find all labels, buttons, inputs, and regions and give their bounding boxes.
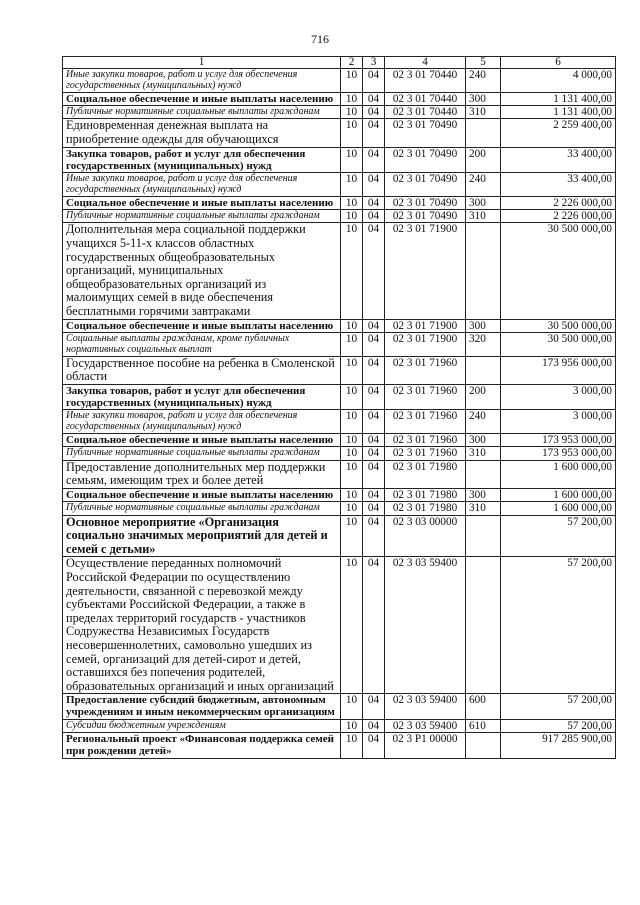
row-name-cell: Социальное обеспечение и иные выплаты населению (63, 433, 341, 446)
row-name-cell: Иные закупки товаров, работ и услуг для обеспечения государственных (муниципальных) нужд (63, 173, 341, 197)
amount-cell: 30 500 000,00 (501, 319, 616, 332)
section-cell: 10 (341, 319, 363, 332)
section-cell: 10 (341, 332, 363, 356)
row-name-cell: Предоставление субсидий бюджетным, автономным учреждениям и иным некоммерческим организациям (63, 694, 341, 719)
subsection-cell: 04 (363, 210, 385, 223)
amount-cell: 1 600 000,00 (501, 460, 616, 488)
section-cell: 10 (341, 694, 363, 719)
amount-cell: 2 259 400,00 (501, 119, 616, 147)
expense-type-cell: 200 (466, 147, 501, 172)
amount-cell: 4 000,00 (501, 69, 616, 93)
amount-cell: 3 000,00 (501, 384, 616, 409)
target-article-cell: 02 3 01 71960 (385, 410, 466, 434)
section-cell: 10 (341, 557, 363, 694)
section-cell: 10 (341, 69, 363, 93)
row-name-cell: Закупка товаров, работ и услуг для обеспечения государственных (муниципальных) нужд (63, 384, 341, 409)
row-name-cell: Закупка товаров, работ и услуг для обеспечения государственных (муниципальных) нужд (63, 147, 341, 172)
expense-type-cell (466, 557, 501, 694)
section-cell: 10 (341, 119, 363, 147)
section-cell: 10 (341, 196, 363, 209)
section-cell: 10 (341, 488, 363, 501)
amount-cell: 1 131 400,00 (501, 106, 616, 119)
table-row (63, 515, 616, 557)
target-article-cell: 02 3 01 71900 (385, 332, 466, 356)
amount-cell: 917 285 900,00 (501, 733, 616, 758)
amount-cell: 173 953 000,00 (501, 433, 616, 446)
section-cell: 10 (341, 92, 363, 105)
subsection-cell: 04 (363, 694, 385, 719)
subsection-cell: 04 (363, 447, 385, 460)
table-row (63, 210, 616, 223)
table-row (63, 196, 616, 209)
section-cell: 10 (341, 447, 363, 460)
row-name-cell: Социальные выплаты гражданам, кроме публичных нормативных социальных выплат (63, 332, 341, 356)
subsection-cell: 04 (363, 410, 385, 434)
target-article-cell: 02 3 01 70440 (385, 106, 466, 119)
target-article-cell: 02 3 01 71960 (385, 433, 466, 446)
amount-cell: 57 200,00 (501, 694, 616, 719)
expense-type-cell (466, 223, 501, 319)
subsection-cell: 04 (363, 69, 385, 93)
section-cell: 10 (341, 460, 363, 488)
expense-type-cell: 320 (466, 332, 501, 356)
table-row (63, 557, 616, 694)
row-name-cell: Публичные нормативные социальные выплаты гражданам (63, 210, 341, 223)
section-cell: 10 (341, 384, 363, 409)
subsection-cell: 04 (363, 223, 385, 319)
row-name-cell: Социальное обеспечение и иные выплаты населению (63, 196, 341, 209)
table-row (63, 356, 616, 384)
row-name-cell: Государственное пособие на ребенка в Смоленской области (63, 356, 341, 384)
table-row (63, 173, 616, 197)
row-name-cell: Социальное обеспечение и иные выплаты населению (63, 92, 341, 105)
expense-type-cell: 240 (466, 410, 501, 434)
table-row (63, 460, 616, 488)
target-article-cell: 02 3 01 71960 (385, 447, 466, 460)
table-row (63, 319, 616, 332)
amount-cell: 1 131 400,00 (501, 92, 616, 105)
table-row (63, 488, 616, 501)
header-col-3: 3 (363, 57, 385, 69)
row-name-cell: Иные закупки товаров, работ и услуг для обеспечения государственных (муниципальных) нужд (63, 69, 341, 93)
target-article-cell: 02 3 01 71980 (385, 502, 466, 515)
table-row (63, 106, 616, 119)
section-cell: 10 (341, 210, 363, 223)
section-cell: 10 (341, 173, 363, 197)
target-article-cell: 02 3 03 59400 (385, 694, 466, 719)
table-row (63, 719, 616, 732)
expense-type-cell: 300 (466, 196, 501, 209)
expense-type-cell (466, 119, 501, 147)
subsection-cell: 04 (363, 460, 385, 488)
expense-type-cell: 610 (466, 719, 501, 732)
expense-type-cell: 300 (466, 92, 501, 105)
section-cell: 10 (341, 356, 363, 384)
expense-type-cell (466, 460, 501, 488)
table-row (63, 447, 616, 460)
amount-cell: 57 200,00 (501, 557, 616, 694)
section-cell: 10 (341, 223, 363, 319)
subsection-cell: 04 (363, 502, 385, 515)
table-row (63, 147, 616, 172)
amount-cell: 2 226 000,00 (501, 196, 616, 209)
table-row (63, 733, 616, 758)
subsection-cell: 04 (363, 733, 385, 758)
table-row (63, 332, 616, 356)
amount-cell: 30 500 000,00 (501, 332, 616, 356)
table-row (63, 433, 616, 446)
expense-type-cell: 310 (466, 210, 501, 223)
amount-cell: 57 200,00 (501, 719, 616, 732)
target-article-cell: 02 3 01 70440 (385, 69, 466, 93)
target-article-cell: 02 3 03 59400 (385, 557, 466, 694)
table-row (63, 502, 616, 515)
expense-type-cell: 240 (466, 69, 501, 93)
header-col-2: 2 (341, 57, 363, 69)
subsection-cell: 04 (363, 332, 385, 356)
target-article-cell: 02 3 01 70440 (385, 92, 466, 105)
subsection-cell: 04 (363, 92, 385, 105)
target-article-cell: 02 3 01 70490 (385, 119, 466, 147)
subsection-cell: 04 (363, 719, 385, 732)
header-col-4: 4 (385, 57, 466, 69)
row-name-cell: Социальное обеспечение и иные выплаты населению (63, 319, 341, 332)
target-article-cell: 02 3 03 00000 (385, 515, 466, 557)
section-cell: 10 (341, 433, 363, 446)
expense-type-cell: 300 (466, 319, 501, 332)
target-article-cell: 02 3 01 71900 (385, 319, 466, 332)
subsection-cell: 04 (363, 106, 385, 119)
row-name-cell: Субсидии бюджетным учреждениям (63, 719, 341, 732)
target-article-cell: 02 3 01 71980 (385, 460, 466, 488)
section-cell: 10 (341, 106, 363, 119)
section-cell: 10 (341, 410, 363, 434)
amount-cell: 33 400,00 (501, 147, 616, 172)
table-header-row (63, 57, 616, 69)
amount-cell: 57 200,00 (501, 515, 616, 557)
table-row (63, 119, 616, 147)
expense-type-cell (466, 515, 501, 557)
table-row (63, 92, 616, 105)
table-row (63, 69, 616, 93)
amount-cell: 173 953 000,00 (501, 447, 616, 460)
table-body (63, 69, 616, 759)
amount-cell: 33 400,00 (501, 173, 616, 197)
expense-type-cell: 310 (466, 447, 501, 460)
target-article-cell: 02 3 01 71900 (385, 223, 466, 319)
row-name-cell: Публичные нормативные социальные выплаты гражданам (63, 447, 341, 460)
row-name-cell: Региональный проект «Финансовая поддержка семей при рождении детей» (63, 733, 341, 758)
amount-cell: 2 226 000,00 (501, 210, 616, 223)
expense-type-cell: 600 (466, 694, 501, 719)
table-row (63, 223, 616, 319)
subsection-cell: 04 (363, 557, 385, 694)
target-article-cell: 02 3 01 71960 (385, 356, 466, 384)
subsection-cell: 04 (363, 356, 385, 384)
target-article-cell: 02 3 03 59400 (385, 719, 466, 732)
target-article-cell: 02 3 01 70490 (385, 210, 466, 223)
table-row (63, 694, 616, 719)
subsection-cell: 04 (363, 384, 385, 409)
amount-cell: 3 000,00 (501, 410, 616, 434)
target-article-cell: 02 3 01 71980 (385, 488, 466, 501)
row-name-cell: Осуществление переданных полномочий Российской Федерации по осуществлению деятельности, связанной с перевозкой между субъектами Российской Федерации, а также в пределах территорий государств - участников Содружества Независимых Государств несовершеннолетних, самовольно ушедших из семей, организаций для детей-сирот и детей, оставшихся без попечения родителей, образовательных организаций и иных организаций (63, 557, 341, 694)
section-cell: 10 (341, 502, 363, 515)
subsection-cell: 04 (363, 196, 385, 209)
section-cell: 10 (341, 147, 363, 172)
target-article-cell: 02 3 01 70490 (385, 196, 466, 209)
section-cell: 10 (341, 515, 363, 557)
row-name-cell: Публичные нормативные социальные выплаты гражданам (63, 106, 341, 119)
row-name-cell: Публичные нормативные социальные выплаты гражданам (63, 502, 341, 515)
section-cell: 10 (341, 733, 363, 758)
expense-type-cell: 300 (466, 488, 501, 501)
header-col-5: 5 (466, 57, 501, 69)
subsection-cell: 04 (363, 319, 385, 332)
table-row (63, 384, 616, 409)
expense-type-cell: 310 (466, 106, 501, 119)
header-col-6: 6 (501, 57, 616, 69)
row-name-cell: Дополнительная мера социальной поддержки учащихся 5-11-х классов областных государственных общеобразовательных организаций, муниципальных общеобразовательных организаций из малоимущих семей в виде обеспечения бесплатными горячими завтраками (63, 223, 341, 319)
row-name-cell: Основное мероприятие «Организация социально значимых мероприятий для детей и семей с детьми» (63, 515, 341, 557)
expense-type-cell (466, 733, 501, 758)
header-col-1: 1 (63, 57, 341, 69)
budget-table (62, 56, 616, 759)
expense-type-cell: 310 (466, 502, 501, 515)
target-article-cell: 02 3 01 70490 (385, 173, 466, 197)
target-article-cell: 02 3 01 71960 (385, 384, 466, 409)
page-number: 716 (311, 32, 329, 46)
amount-cell: 1 600 000,00 (501, 502, 616, 515)
subsection-cell: 04 (363, 488, 385, 501)
target-article-cell: 02 3 01 70490 (385, 147, 466, 172)
table-row (63, 410, 616, 434)
subsection-cell: 04 (363, 173, 385, 197)
subsection-cell: 04 (363, 119, 385, 147)
row-name-cell: Социальное обеспечение и иные выплаты населению (63, 488, 341, 501)
amount-cell: 1 600 000,00 (501, 488, 616, 501)
amount-cell: 173 956 000,00 (501, 356, 616, 384)
expense-type-cell: 200 (466, 384, 501, 409)
amount-cell: 30 500 000,00 (501, 223, 616, 319)
row-name-cell: Иные закупки товаров, работ и услуг для обеспечения государственных (муниципальных) нужд (63, 410, 341, 434)
subsection-cell: 04 (363, 433, 385, 446)
expense-type-cell: 240 (466, 173, 501, 197)
expense-type-cell: 300 (466, 433, 501, 446)
target-article-cell: 02 3 P1 00000 (385, 733, 466, 758)
subsection-cell: 04 (363, 515, 385, 557)
row-name-cell: Единовременная денежная выплата на приобретение одежды для обучающихся (63, 119, 341, 147)
expense-type-cell (466, 356, 501, 384)
subsection-cell: 04 (363, 147, 385, 172)
section-cell: 10 (341, 719, 363, 732)
row-name-cell: Предоставление дополнительных мер поддержки семьям, имеющим трех и более детей (63, 460, 341, 488)
